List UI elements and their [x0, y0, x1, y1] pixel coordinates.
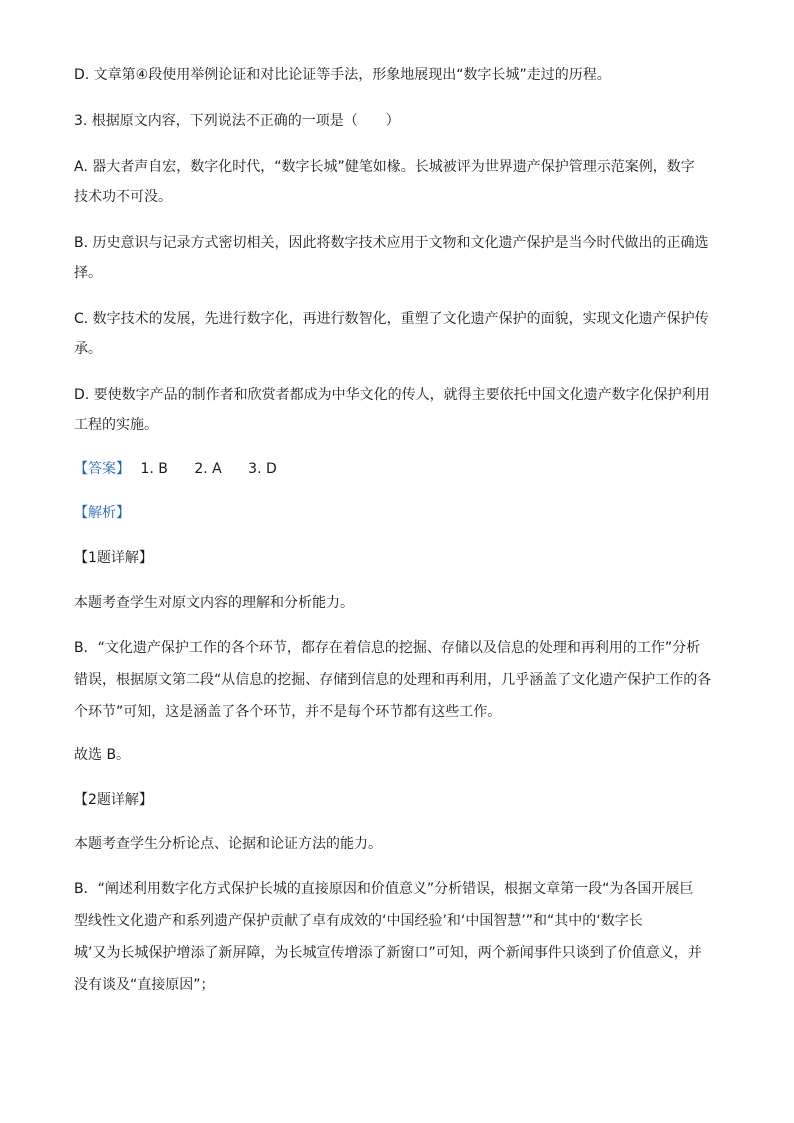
q1-explain-line1: B．“文化遗产保护工作的各个环节，都存在着信息的挖掘、存储以及信息的处理和再利用的工作”分析	[74, 640, 701, 656]
q2-explain-line1: B．“阐述利用数字化方式保护长城的直接原因和价值意义”分析错误，根据文章第一段“为各国开展巨	[74, 881, 694, 897]
q2-intro: 本题考查学生分析论点、论据和论证方法的能力。	[74, 836, 382, 852]
option-a-line2: 技术功不可没。	[74, 189, 172, 205]
option-d-line1: D. 要使数字产品的制作者和欣赏者都成为中华文化的传人，就得主要依托中国文化遗产数字化保护利用	[74, 387, 710, 403]
q1-detail-title: 【1题详解】	[74, 550, 153, 566]
answer-3: 3. D	[248, 461, 277, 477]
q1-explain-line2: 错误，根据原文第二段“从信息的挖掘、存储到信息的处理和再利用，几乎涵盖了文化遗产保护工作的各	[74, 672, 712, 688]
option-c-line2: 承。	[74, 341, 102, 357]
answer-row	[74, 459, 299, 479]
q2-explain-line3: 城’又为长城保护增添了新屏障，为长城宣传增添了新窗口”可知，两个新闻事件只谈到了价值意义，并	[74, 945, 702, 961]
q2-explain-line2: 型线性文化遗产和系列遗产保护贡献了卓有成效的‘中国经验’和‘中国智慧’”和“其中的‘数字长	[74, 913, 643, 929]
answer-2: 2. A	[194, 461, 222, 477]
option-a-line1: A. 器大者声自宏，数字化时代，“数字长城”健笔如椽。长城被评为世界遗产保护管理示范案例，数字	[74, 159, 695, 175]
q1-explain-line3: 个环节”可知，这是涵盖了各个环节，并不是每个环节都有这些工作。	[74, 704, 502, 720]
option-b-line1: B. 历史意识与记录方式密切相关，因此将数字技术应用于文物和文化遗产保护是当今时代做出的正确选	[74, 235, 709, 251]
question-3: 3. 根据原文内容，下列说法不正确的一项是（ ）	[74, 113, 400, 129]
answer-label: 【答案】	[74, 461, 130, 477]
option-d-q2: D. 文章第④段使用举例论证和对比论证等手法，形象地展现出“数字长城”走过的历程。	[74, 67, 611, 83]
q2-detail-title: 【2题详解】	[74, 792, 153, 808]
q1-choice: 故选 B。	[74, 747, 131, 763]
answer-1: 1. B	[140, 461, 168, 477]
q2-explain-line4: 没有谈及“直接原因”；	[74, 977, 215, 993]
option-d-line2: 工程的实施。	[74, 417, 158, 433]
analysis-label: 【解析】	[74, 505, 130, 521]
option-c-line1: C. 数字技术的发展，先进行数字化，再进行数智化，重塑了文化遗产保护的面貌，实现文化遗产保护传	[74, 311, 709, 327]
q1-intro: 本题考查学生对原文内容的理解和分析能力。	[74, 595, 354, 611]
option-b-line2: 择。	[74, 265, 102, 281]
